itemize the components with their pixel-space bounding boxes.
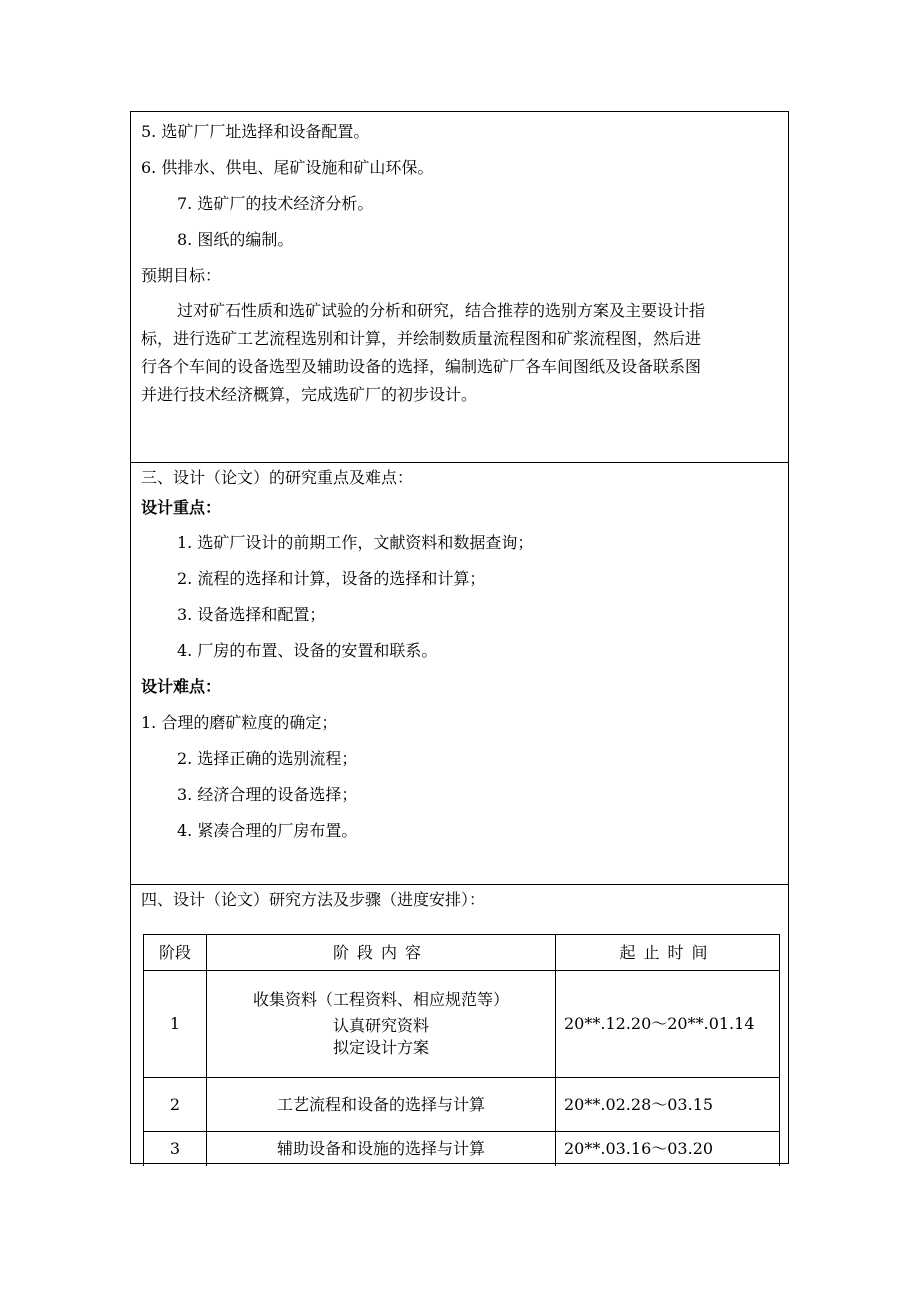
section2-item-6: 6. 供排水、供电、尾矿设施和矿山环保。 (141, 158, 434, 177)
row-content-line: 收集资料（工程资料、相应规范等） (252, 990, 509, 1009)
difficulty-heading: 设计难点： (141, 677, 222, 696)
header-time: 起止时间 (556, 935, 780, 971)
section2-item-8: 8. 图纸的编制。 (177, 230, 294, 249)
row-content: 辅助设备和设施的选择与计算 (207, 1132, 556, 1166)
goal-line: 过对矿石性质和选矿试验的分析和研究，结合推荐的选别方案及主要设计指 (177, 301, 706, 320)
difficulty-item: 3. 经济合理的设备选择； (177, 785, 358, 804)
row-stage: 2 (144, 1078, 207, 1132)
section-divider (131, 884, 788, 885)
goal-line: 标，进行选矿工艺流程选别和计算，并绘制数质量流程图和矿浆流程图，然后进 (141, 329, 702, 348)
goal-heading: 预期目标： (141, 266, 222, 285)
key-point-item: 1. 选矿厂设计的前期工作，文献资料和数据查询； (177, 533, 534, 552)
schedule-row (144, 971, 780, 1078)
goal-line: 行各个车间的设备选型及辅助设备的选择，编制选矿厂各车间图纸及设备联系图 (141, 357, 702, 376)
goal-paragraph (141, 297, 791, 409)
difficulty-item: 2. 选择正确的选别流程； (177, 749, 358, 768)
schedule-header-row (144, 935, 780, 971)
key-point-item: 2. 流程的选择和计算，设备的选择和计算； (177, 569, 486, 588)
key-point-item: 3. 设备选择和配置； (177, 605, 326, 624)
section2-item-7: 7. 选矿厂的技术经济分析。 (177, 194, 374, 213)
section2-item-5: 5. 选矿厂厂址选择和设备配置。 (141, 122, 370, 141)
section-divider (131, 462, 788, 463)
row-time: 20**.12.20～20**.01.14 (556, 971, 780, 1078)
row-content: 工艺流程和设备的选择与计算 (207, 1078, 556, 1132)
row-content-line: 认真研究资料 (332, 1016, 429, 1035)
row-content-line: 拟定设计方案 (332, 1038, 429, 1057)
form-frame (130, 111, 789, 1164)
header-stage: 阶段 (144, 935, 207, 971)
row-stage: 3 (144, 1132, 207, 1166)
row-content (207, 971, 556, 1078)
schedule-row (144, 1132, 780, 1166)
difficulty-item: 4. 紧凑合理的厂房布置。 (177, 821, 358, 840)
section4-title: 四、设计（论文）研究方法及步骤（进度安排）： (141, 890, 486, 909)
header-content: 阶段内容 (207, 935, 556, 971)
key-points-heading: 设计重点： (141, 498, 222, 517)
goal-line: 并进行技术经济概算，完成选矿厂的初步设计。 (141, 385, 478, 404)
schedule-table (143, 934, 780, 1166)
difficulty-item: 1. 合理的磨矿粒度的确定； (141, 713, 338, 732)
section3-title: 三、设计（论文）的研究重点及难点： (141, 468, 414, 487)
row-stage: 1 (144, 971, 207, 1078)
row-time: 20**.03.16～03.20 (556, 1132, 780, 1166)
key-point-item: 4. 厂房的布置、设备的安置和联系。 (177, 641, 438, 660)
schedule-row (144, 1078, 780, 1132)
row-time: 20**.02.28～03.15 (556, 1078, 780, 1132)
